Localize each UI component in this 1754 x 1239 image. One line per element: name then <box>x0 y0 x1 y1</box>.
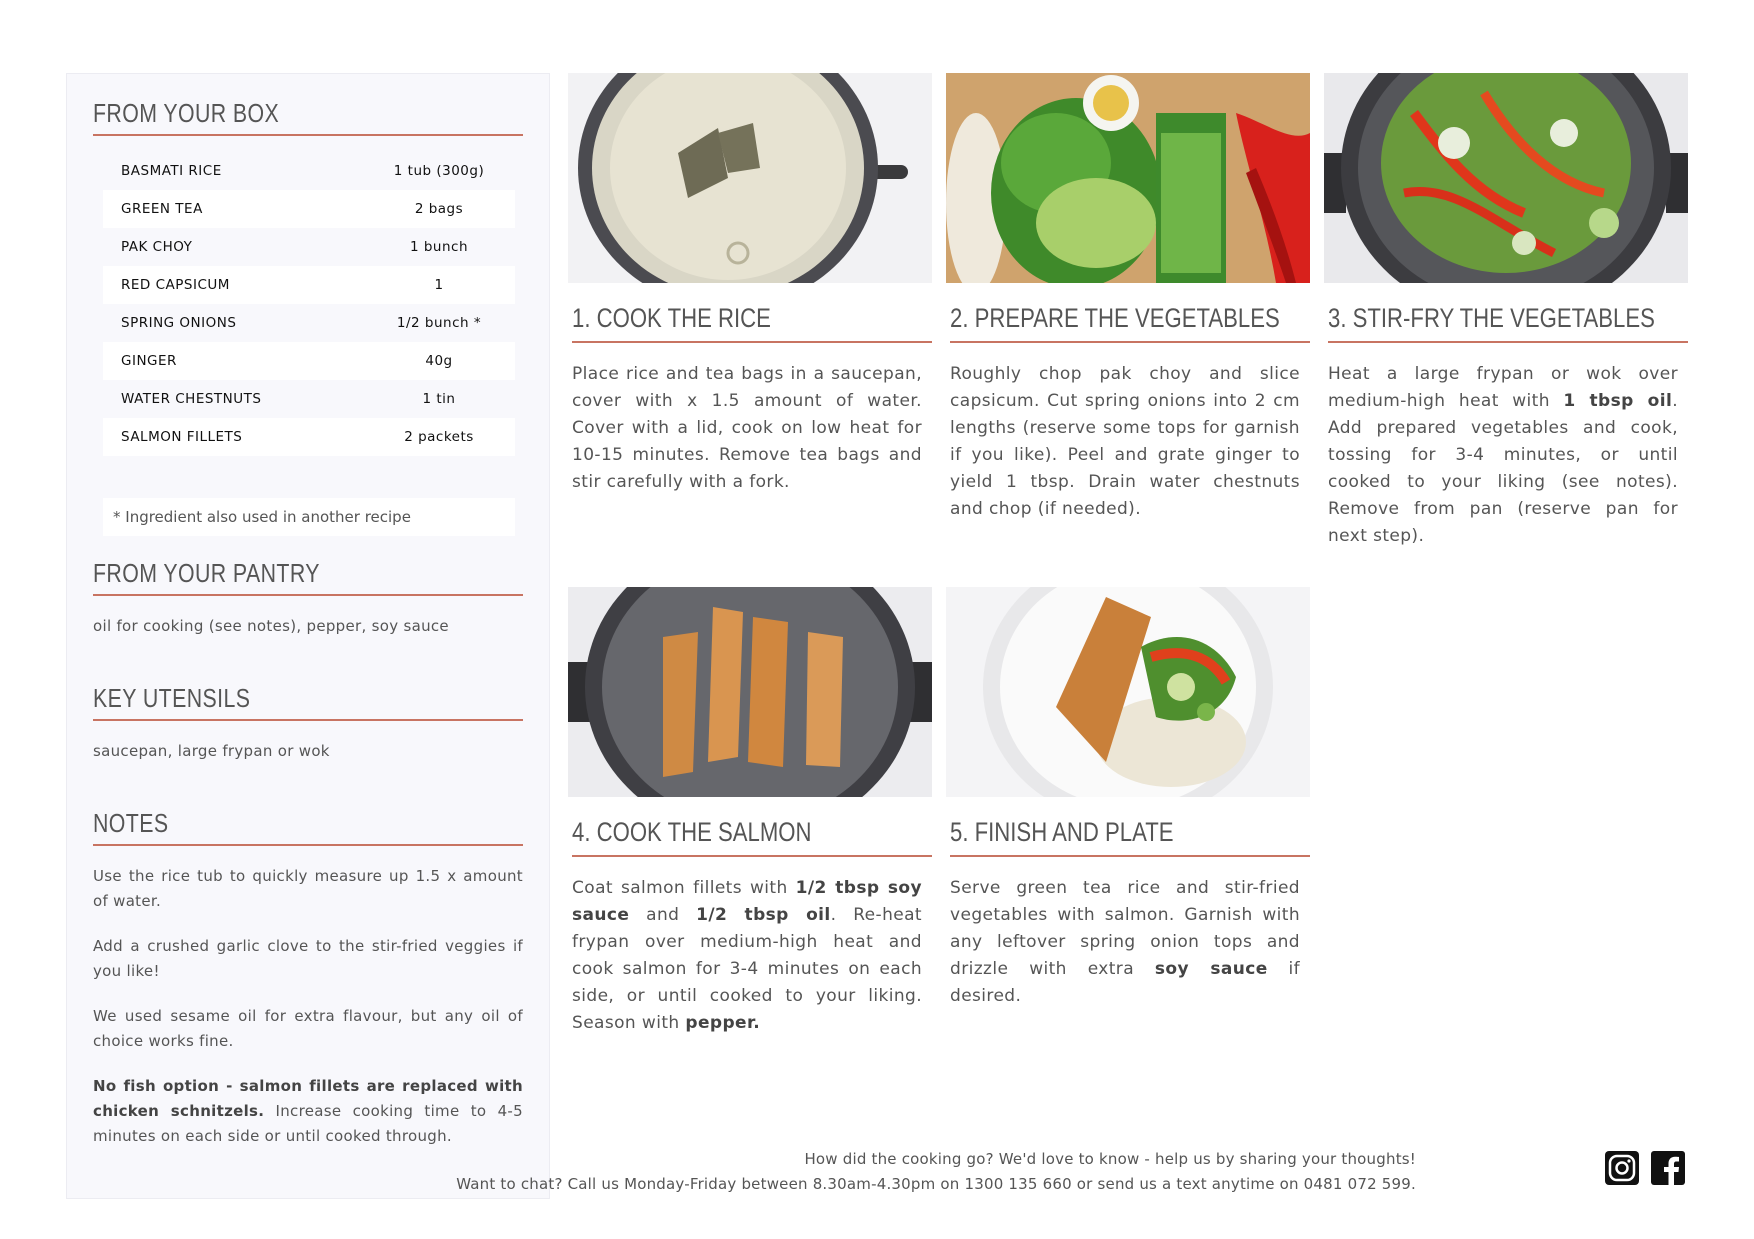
chopped-vegetables-image <box>946 73 1310 283</box>
ingredients-sidebar <box>66 73 550 1199</box>
step-4-text-bold: pepper. <box>685 1013 761 1033</box>
section-rule <box>93 594 523 596</box>
step-2-title: 2. PREPARE THE VEGETABLES <box>950 303 1280 333</box>
salmon-pan-image <box>568 587 932 797</box>
note-4-bold: No fish option - salmon fillets are replaced with chicken schnitzels. <box>93 1077 523 1120</box>
ingredient-row <box>103 380 515 418</box>
ingredient-row <box>103 152 515 190</box>
step-3-text <box>1328 361 1678 550</box>
note-3: We used sesame oil for extra flavour, but any oil of choice works fine. <box>93 1007 523 1050</box>
ingredient-footnote: * Ingredient also used in another recipe <box>103 498 515 536</box>
step-3-rule <box>1328 341 1688 343</box>
section-rule <box>93 844 523 846</box>
step-3-photo <box>1324 73 1688 283</box>
ingredient-name: SPRING ONIONS <box>121 315 237 331</box>
feedback-text: How did the cooking go? We'd love to know - help us by sharing your thoughts! <box>804 1150 1416 1168</box>
step-1-text: Place rice and tea bags in a saucepan, cover with x 1.5 amount of water. Cover with a lid, cook on low heat for 10-15 minutes. Remove tea bags and stir carefully with a fork. <box>572 364 922 492</box>
ingredient-row <box>103 418 515 456</box>
step-3-text-bold: 1 tbsp oil <box>1563 391 1673 411</box>
section-rule <box>93 719 523 721</box>
instagram-icon[interactable] <box>1604 1150 1640 1186</box>
stir-fry-pan-image <box>1324 73 1688 283</box>
step-5-text-bold: soy sauce <box>1154 959 1268 979</box>
utensils-text: saucepan, large frypan or wok <box>93 742 330 760</box>
step-3-text-part: . Add prepared vegetables and cook, tossing for 3-4 minutes, or until cooked to your liking (see notes). Remove from pan (reserve pan for next step). <box>1328 391 1678 546</box>
ingredient-name: RED CAPSICUM <box>121 277 230 293</box>
step-4-text-bold: 1/2 tbsp soy sauce <box>572 878 922 925</box>
ingredient-qty: 1 tub (300g) <box>393 163 485 179</box>
from-your-pantry-title: FROM YOUR PANTRY <box>93 558 320 588</box>
ingredient-qty: 2 packets <box>404 429 474 445</box>
ingredient-name: GINGER <box>121 353 177 369</box>
step-3-title: 3. STIR-FRY THE VEGETABLES <box>1328 303 1655 333</box>
ingredient-qty: 40g <box>425 353 453 369</box>
contact-text: Want to chat? Call us Monday-Friday between 8.30am-4.30pm on 1300 135 660 or send us a text anytime on 0481 072 599. <box>456 1175 1416 1193</box>
step-5-title: 5. FINISH AND PLATE <box>950 817 1174 847</box>
step-4-text-bold: 1/2 tbsp oil <box>696 905 831 925</box>
rice-pot-image <box>568 73 932 283</box>
section-rule <box>93 134 523 136</box>
step-4-text-part: Coat salmon fillets with <box>572 878 796 898</box>
step-4-title: 4. COOK THE SALMON <box>572 817 812 847</box>
step-3-text-part: Heat a large frypan or wok over medium-high heat with <box>1328 364 1678 411</box>
note-2: Add a crushed garlic clove to the stir-fried veggies if you like! <box>93 937 523 980</box>
ingredient-name: SALMON FILLETS <box>121 429 243 445</box>
ingredient-row <box>103 266 515 304</box>
ingredient-qty: 1 tin <box>422 391 456 407</box>
step-1-rule <box>572 341 932 343</box>
ingredient-row <box>103 228 515 266</box>
ingredient-qty: 1/2 bunch * <box>396 315 482 331</box>
note-1: Use the rice tub to quickly measure up 1.5 x amount of water. <box>93 867 523 910</box>
step-1-photo <box>568 73 932 283</box>
step-4-photo <box>568 587 932 797</box>
note-4 <box>93 1074 523 1149</box>
step-5-text-part: Serve green tea rice and stir-fried vegetables with salmon. Garnish with any leftover spring onion tops and drizzle with extra <box>950 878 1300 979</box>
step-2-text: Roughly chop pak choy and slice capsicum. Cut spring onions into 2 cm lengths (reserve some tops for garnish if you like). Peel and grate ginger to yield 1 tbsp. Drain water chestnuts and chop (if needed). <box>950 364 1300 519</box>
step-5-text <box>950 875 1300 1010</box>
step-5-rule <box>950 855 1310 857</box>
step-5-photo <box>946 587 1310 797</box>
ingredient-name: GREEN TEA <box>121 201 203 217</box>
ingredient-name: BASMATI RICE <box>121 163 222 179</box>
ingredient-row <box>103 342 515 380</box>
step-4-text-part: and <box>629 905 697 925</box>
step-4-rule <box>572 855 932 857</box>
facebook-icon[interactable] <box>1650 1150 1686 1186</box>
step-1-title: 1. COOK THE RICE <box>572 303 771 333</box>
ingredient-name: WATER CHESTNUTS <box>121 391 262 407</box>
step-2-photo <box>946 73 1310 283</box>
step-4-text <box>572 875 922 1037</box>
step-2-rule <box>950 341 1310 343</box>
ingredient-row <box>103 190 515 228</box>
step-5-text-part: if desired. <box>950 959 1301 1006</box>
ingredient-table <box>103 152 515 456</box>
ingredient-name: PAK CHOY <box>121 239 193 255</box>
notes-title: NOTES <box>93 808 169 838</box>
key-utensils-title: KEY UTENSILS <box>93 683 251 713</box>
ingredient-qty: 1 <box>434 277 444 293</box>
step-4-text-part: . Re-heat frypan over medium-high heat and cook salmon for 3-4 minutes on each side, or until cooked to your liking. Season with <box>572 905 922 1033</box>
note-4-rest: Increase cooking time to 4-5 minutes on each side or until cooked through. <box>93 1102 523 1145</box>
ingredient-qty: 1 bunch <box>409 239 469 255</box>
ingredient-qty: 2 bags <box>414 201 464 217</box>
from-your-box-title: FROM YOUR BOX <box>93 98 280 128</box>
plated-dish-image <box>946 587 1310 797</box>
pantry-text: oil for cooking (see notes), pepper, soy sauce <box>93 617 449 635</box>
ingredient-row <box>103 304 515 342</box>
